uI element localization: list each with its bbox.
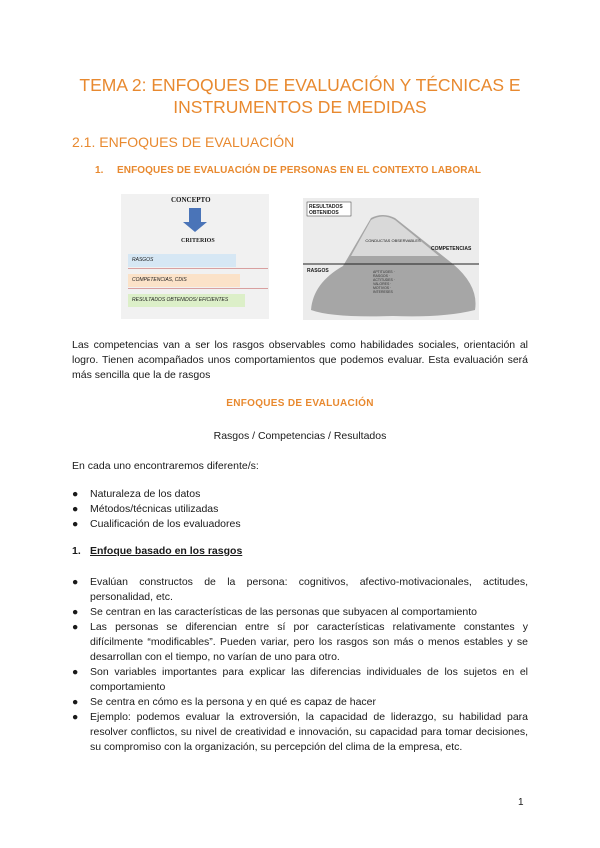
bullet-icon: ●	[72, 503, 79, 515]
intro-paragraph: Las competencias van a ser los rasgos observables como habilidades sociales, orientación al logro. Tienen acompañados unos comportamientos que podemos evaluar. Esta evaluación será más sencilla que la de rasgos	[72, 339, 528, 381]
bullet-icon: ●	[72, 711, 79, 723]
bullet-icon: ●	[72, 696, 79, 708]
page-number: 1	[518, 797, 524, 808]
trait-approach-title: Enfoque basado en los rasgos	[90, 545, 243, 557]
figure-box-competencias: COMPETENCIAS, CDIS	[128, 274, 240, 287]
subsection-number: 1.	[95, 165, 104, 176]
subsection-title: ENFOQUES DE EVALUACIÓN DE PERSONAS EN EL CONTEXTO LABORAL	[117, 165, 482, 176]
figure-box-resultados: RESULTADOS OBTENIDOS/ EFICIENTES	[128, 294, 245, 307]
bullet-icon: ●	[72, 518, 79, 530]
evaluation-subheading: ENFOQUES DE EVALUACIÓN	[226, 398, 374, 409]
document-title: TEMA 2: ENFOQUES DE EVALUACIÓN Y TÉCNICAS E INSTRUMENTOS DE MEDIDAS	[79, 75, 521, 117]
list-item: ● Son variables importantes para explicar las diferencias individuales de los sujetos en el comportamiento	[72, 666, 528, 693]
each-one-text: En cada uno encontraremos diferente/s:	[72, 460, 259, 472]
list-item: ● Métodos/técnicas utilizadas	[72, 503, 219, 515]
down-arrowhead-icon	[183, 222, 207, 232]
bullet-icon: ●	[72, 621, 79, 633]
concept-criteria-figure	[121, 194, 269, 319]
list-item: ● Cualificación de los evaluadores	[72, 518, 241, 530]
figure-criteria-label: CRITERIOS	[181, 238, 215, 244]
section-heading: 2.1. ENFOQUES DE EVALUACIÓN	[72, 134, 295, 150]
list-item: ● Evalúan constructos de la persona: cognitivos, afectivo-motivacionales, actitudes, personalidad, etc.	[72, 576, 528, 603]
list-item: ● Se centran en las características de las personas que subyacen al comportamiento	[72, 606, 477, 618]
trait-approach-list	[72, 575, 528, 755]
figure-divider	[128, 268, 268, 269]
approaches-line: Rasgos / Competencias / Resultados	[213, 430, 387, 442]
iceberg-observable-label: CONDUCTAS OBSERVABLES	[365, 238, 421, 243]
list-item: ● Naturaleza de los datos	[72, 488, 201, 500]
iceberg-underlying-list: APTITUDES · RASGOS · ACTITUDES · VALORES · MOTIVOS · INTERESES	[373, 270, 395, 294]
differences-list	[72, 487, 528, 532]
bullet-icon: ●	[72, 488, 79, 500]
subsection-heading	[95, 165, 482, 176]
down-arrow-icon	[189, 208, 201, 222]
bullet-icon: ●	[72, 666, 79, 678]
bullet-icon: ●	[72, 576, 79, 588]
trait-approach-heading	[72, 545, 242, 557]
iceberg-competencies-label: COMPETENCIAS	[431, 246, 472, 252]
trait-approach-number: 1.	[72, 545, 81, 557]
iceberg-figure	[303, 198, 479, 320]
iceberg-traits-label: RASGOS	[307, 268, 329, 274]
list-item: ● Se centra en cómo es la persona y en qué es capaz de hacer	[72, 696, 377, 708]
iceberg-drawing	[303, 198, 479, 320]
list-item: ● Ejemplo: podemos evaluar la extroversión, la capacidad de liderazgo, su habilidad para resolver conflictos, su nivel de creatividad e innovación, su capacidad para tomar decisiones, su compromiso con la organización, su percepción del clima de la empresa, etc.	[72, 711, 528, 753]
figure-concept-label: CONCEPTO	[171, 196, 211, 204]
figure-divider	[128, 288, 268, 289]
list-item: ● Las personas se diferencian entre sí por características relativamente constantes y difícilmente “modificables”. Pueden variar, pero los rasgos son más o menos estables y se desarrollan con el tiempo, no varían de uno para otro.	[72, 621, 528, 663]
bullet-icon: ●	[72, 606, 79, 618]
figure-box-rasgos: RASGOS	[128, 254, 236, 267]
iceberg-results-label: RESULTADOS OBTENIDOS	[309, 204, 343, 216]
